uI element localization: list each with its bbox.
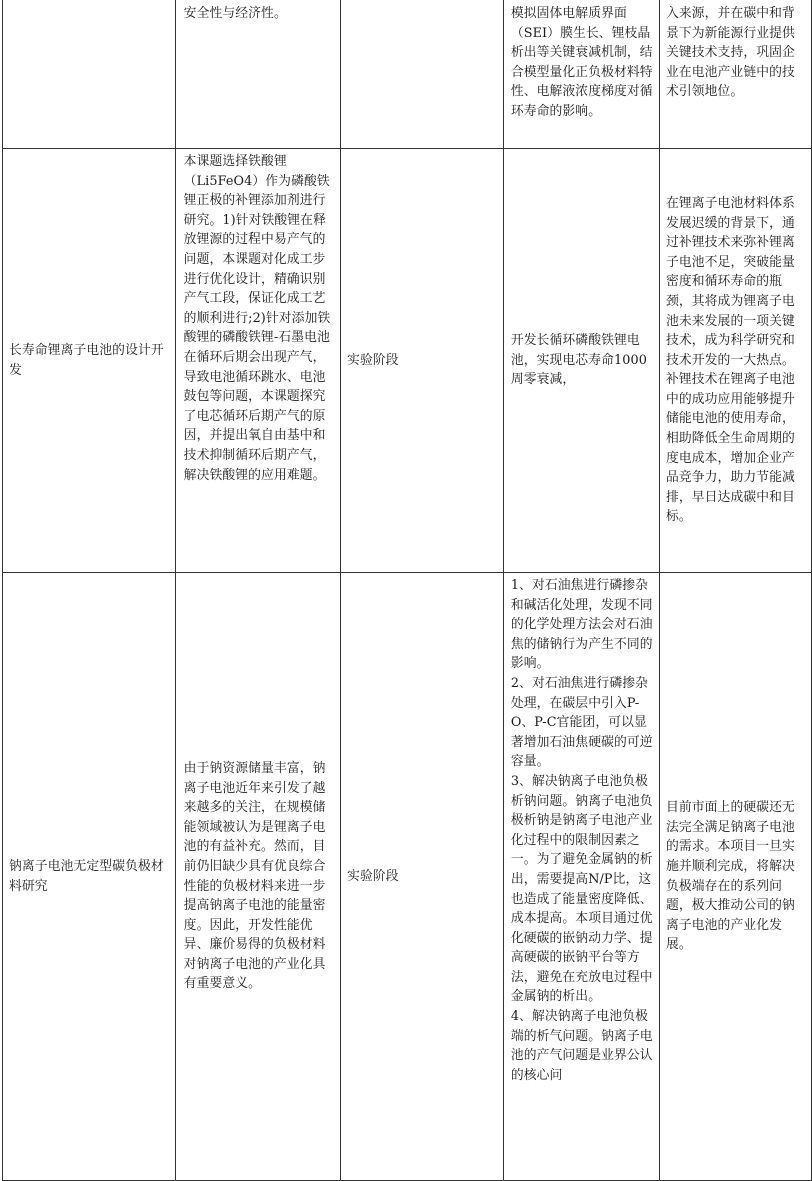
table-row [3, 573, 812, 1181]
stage-cell [341, 0, 504, 149]
stage-text: 实验阶段 [347, 868, 399, 884]
goal-item: 2、对石油焦进行磷掺杂处理，在碳层中引入P-O、P-C官能团，可以显著增加石油焦硬碳的可逆容量。 [510, 675, 653, 770]
significance-text: 入来源，并在碳中和背景下为新能源行业提供关键技术支持，巩固企业在电池产业链中的技术引领地位。 [665, 6, 795, 100]
background-cell [175, 0, 340, 149]
background-text: 由于钠资源储量丰富，钠离子电池近年来引发了越来越多的关注，在规模储能领域被认为是锂离子电池的有益补充。然而，目前仍旧缺少具有优良综合性能的负极材料来进一步提高钠离子电池的能量密度。因此，开发性能优异、廉价易得的负极材料对钠离子电池的产业化具有重要意义。 [183, 760, 326, 992]
project-table [2, 0, 812, 1181]
significance-cell [659, 573, 811, 1181]
goal-text: 开发长循环磷酸铁锂电池，实现电芯寿命1000周零衰减， [510, 333, 647, 388]
table-row [3, 149, 812, 573]
goal-item: 1、对石油焦进行磷掺杂和碱活化处理，发现不同的化学处理方法会对石油焦的储钠行为产生不同的影响。 [510, 578, 653, 672]
topic-text: 钠离子电池无定型碳负极材料研究 [9, 858, 164, 894]
topic-text: 长寿命锂离子电池的设计开发 [9, 342, 164, 378]
stage-text: 实验阶段 [347, 352, 399, 368]
topic-cell [3, 0, 176, 149]
goal-cell [503, 573, 659, 1181]
topic-cell [3, 149, 176, 573]
background-text: 本课题选择铁酸锂（Li5FeO4）作为磷酸铁锂正极的补锂添加剂进行研究。1)针对铁酸锂在释放锂源的过程中易产气的问题，本课题对化成工步进行优化设计，精确识别产气工段，保证化成工艺的顺利进行;2)针对添加铁酸锂的磷酸铁锂-石墨电池在循环后期会出现产气，导致电池循环跳水、电池鼓包等问题，本课题探究了电芯循环后期产气的原因，并提出氧自由基中和技术抑制循环后期产气，解决铁酸锂的应用难题。 [183, 154, 331, 483]
goal-cell [503, 0, 659, 149]
background-cell [175, 573, 340, 1181]
goal-item: 4、解决钠离子电池负极端的析气问题。钠离子电池的产气问题是业界公认的核心问 [510, 1009, 653, 1083]
stage-cell [341, 149, 504, 573]
goal-cell [503, 149, 659, 573]
significance-cell [659, 0, 811, 149]
stage-cell [341, 573, 504, 1181]
topic-cell [3, 573, 176, 1181]
table-row [3, 0, 812, 149]
background-cell [175, 149, 340, 573]
significance-text: 在锂离子电池材料体系发展迟缓的背景下，通过补锂技术来弥补锂离子电池不足，突破能量密度和循环寿命的瓶颈，其将成为锂离子电池未来发展的一项关键技术，成为科学研究和技术开发的一大热点。补锂技术在锂离子电池中的成功应用能够提升储能电池的使用寿命，相助降低全生命周期的度电成本，增加企业产品竞争力，助力节能减排，早日达成碳中和目标。 [665, 195, 795, 525]
goal-item: 3、解决钠离子电池负极析钠问题。钠离子电池负极析钠是钠离子电池产业化过程中的限制因素之一。为了避免金属钠的析出，需要提高N/P比，这也造成了能量密度降低、成本提高。本项目通过优化硬碳的嵌钠动力学、提高硬碳的嵌钠平台等方法，避免在充放电过程中金属钠的析出。 [510, 773, 653, 1005]
significance-text: 目前市面上的硬碳还无法完全满足钠离子电池的需求。本项目一旦实施并顺利完成，将解决负极端存在的系列问题，极大推动公司的钠离子电池的产业化发展。 [665, 800, 795, 953]
significance-cell [659, 149, 811, 573]
goal-text: 模拟固体电解质界面（SEI）膜生长、锂枝晶析出等关键衰减机制，结合模型量化正负极材料特性、电解液浓度梯度对循环寿命的影响。 [510, 6, 653, 119]
background-text: 安全性与经济性。 [183, 6, 287, 21]
